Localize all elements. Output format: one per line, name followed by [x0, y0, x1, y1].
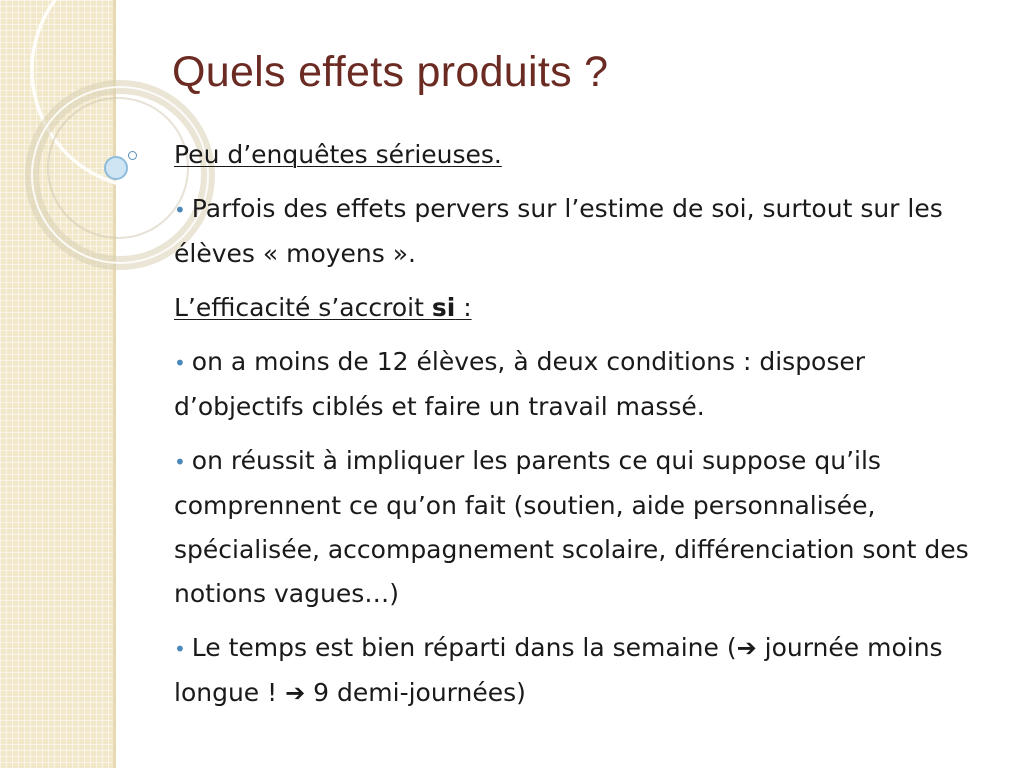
- heading-2-after: :: [455, 293, 472, 322]
- bullet-4-text-part1: Le temps est bien réparti dans la semaine (: [191, 633, 737, 662]
- bullet-item-2: [174, 340, 994, 429]
- slide-body: [174, 133, 994, 725]
- heading-2-before: L’efficacité s’accroit: [174, 293, 432, 322]
- bullet-item-3: [174, 439, 994, 616]
- heading-2-bold: si: [431, 293, 456, 322]
- bullet-4-text-part2: journée moins longue !: [174, 633, 943, 707]
- slide-title: Quels effets produits ?: [172, 48, 609, 96]
- heading-2-text: [174, 293, 472, 322]
- bullet-item-1: [174, 187, 994, 276]
- heading-line-2: [174, 286, 994, 330]
- bullet-dot-icon: •: [174, 450, 186, 474]
- arrow-right-icon: ➔: [736, 634, 757, 662]
- open-circle-bullet-icon: [128, 151, 137, 160]
- bullet-item-4: [174, 626, 994, 715]
- bullet-dot-icon: •: [174, 637, 186, 661]
- bullet-1-text: Parfois des effets pervers sur l’estime de soi, surtout sur les élèves « moyens ».: [174, 194, 943, 268]
- bullet-3-text: on réussit à impliquer les parents ce qui suppose qu’ils comprennent ce qu’on fait (soutien, aide personnalisée, spécialisée, accompagnement scolaire, différenciation sont des notions vagues…): [174, 446, 969, 608]
- heading-line-1: [174, 133, 994, 177]
- blue-orb: [105, 157, 127, 179]
- arrow-right-icon: ➔: [285, 679, 306, 707]
- bullet-2-text: on a moins de 12 élèves, à deux conditions : disposer d’objectifs ciblés et faire un travail massé.: [174, 347, 866, 421]
- bullet-dot-icon: •: [174, 198, 186, 222]
- heading-1-text: Peu d’enquêtes sérieuses.: [174, 140, 502, 169]
- bullet-4-text-part3: 9 demi-journées): [305, 678, 526, 707]
- bullet-dot-icon: •: [174, 351, 186, 375]
